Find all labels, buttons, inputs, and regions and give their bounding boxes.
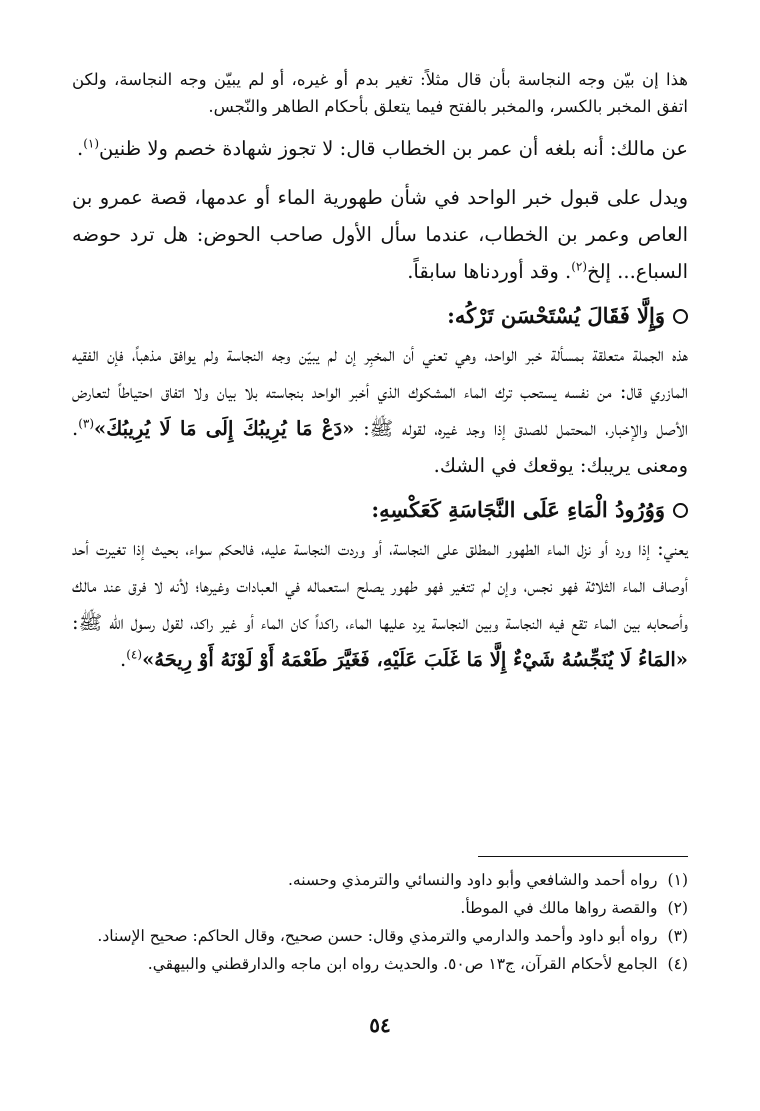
paragraph-water-ruling-end: . — [120, 648, 127, 671]
footnotes — [72, 866, 688, 978]
paragraph-malik-end: . — [77, 137, 84, 160]
page-number: ٥٤ — [369, 1013, 391, 1037]
section-heading-1 — [72, 296, 688, 336]
section-heading-1-text: وَإِلَّا فَقَالَ يُسْتَحْسَن تَرْكُه: — [447, 303, 665, 328]
footnote-text: رواه أبو داود وأحمد والدارمي والترمذي وقال: حسن صحيح، وقال الحاكم: صحيح الإسناد. — [97, 927, 658, 945]
paragraph-explanation-end: . ومعنى يريبك: يوقعك في الشك. — [72, 417, 688, 477]
paragraph-explanation-text: هذه الجملة متعلقة بمسألة خبر الواحد، وهي تعني أن المخبِر إن لم يبيّن وجه النجاسة ولم يوافق مذهباً، فإن الفقيه المازري قال: من نفسه يستحب ترك الماء المشكوك الذي أخبر الواحد بنجاسته بلا بيان ولا اتفاق احتياطاً لتعارض الأصل والإخبار، المحتمل للصدق إذا وجد غيره، لقوله ﷺ: — [72, 343, 688, 440]
hadith-quote-1: «دَعْ مَا يُرِيبُكَ إِلَى مَا لَا يُرِيبُكَ» — [94, 417, 355, 440]
circle-bullet-icon — [673, 309, 688, 324]
footnote-number: (٤) — [667, 955, 688, 973]
section-heading-2 — [72, 490, 688, 530]
footnote-item — [72, 950, 688, 978]
paragraph-water-ruling-text: يعني: إذا ورد أو نزل الماء الطهور المطلق على النجاسة، أو وردت النجاسة عليه، فالحكم سواء، بحيث إذا تغيرت أحد أوصاف الماء الثلاثة فهو نجس، وإن لم تتغير فهو طهور يصلح استعماله في العبادات وغيرها؛ لأنه لا فرق عند مالك وأصحابه بين الماء تقع فيه النجاسة وبين النجاسة يرد عليها الماء، راكداً كان الماء أو غير راكد، لقول رسول الله ﷺ: — [72, 537, 688, 634]
footnote-item — [72, 866, 688, 894]
footnote-text: رواه أحمد والشافعي وأبو داود والنسائي والترمذي وحسنه. — [287, 871, 658, 889]
footnote-number: (٣) — [667, 927, 688, 945]
footnote-item — [72, 922, 688, 950]
paragraph-single-report-end: . وقد أوردناها سابقاً. — [407, 260, 572, 283]
section-heading-2-text: وَوُرُودُ الْمَاءِ عَلَى النَّجَاسَةِ كَعَكْسِهِ: — [371, 497, 665, 522]
footnote-item — [72, 894, 688, 922]
footnote-ref-2[interactable]: (٢) — [571, 259, 588, 274]
footnote-number: (١) — [667, 871, 688, 889]
paragraph-water-ruling — [72, 530, 688, 678]
footnote-text: الجامع لأحكام القرآن، ج١٣ ص٥٠. والحديث رواه ابن ماجه والدارقطني والبيهقي. — [147, 955, 658, 973]
footnote-text: والقصة رواها مالك في الموطأ. — [460, 899, 658, 917]
paragraph-malik-text: عن مالك: أنه بلغه أن عمر بن الخطاب قال: لا تجوز شهادة خصم ولا ظنين — [99, 137, 688, 160]
footnote-number: (٢) — [667, 899, 688, 917]
paragraph-intro: هذا إن بيّن وجه النجاسة بأن قال مثلاً: تغير بدم أو غيره، أو لم يبيّن وجه النجاسة، ولكن اتفق المخبر بالكسر، والمخبر بالفتح فيما يتعلق بأحكام الطاهر والنّجس. — [72, 70, 688, 116]
footnote-ref-1[interactable]: (١) — [83, 136, 100, 151]
main-text — [72, 66, 688, 678]
circle-bullet-icon — [673, 503, 688, 518]
footnote-divider — [478, 856, 688, 857]
paragraph-single-report-text: ويدل على قبول خبر الواحد في شأن طهورية الماء أو عدمها، قصة عمرو بن العاص وعمر بن الخطاب، عندما سأل الأول صاحب الحوض: هل ترد حوضه السباع... إلخ — [72, 186, 688, 283]
paragraph-malik — [72, 130, 688, 167]
paragraph-explanation — [72, 336, 688, 484]
footnote-ref-4[interactable]: (٤) — [126, 647, 143, 662]
paragraph-single-report — [72, 179, 688, 290]
footnote-ref-3[interactable]: (٣) — [78, 416, 95, 431]
hadith-quote-2: «المَاءُ لَا يُنَجِّسُهُ شَيْءٌ إِلَّا مَا غَلَبَ عَلَيْهِ، فَغَيَّرَ طَعْمَهُ أَوْ لَوْنَهُ أَوْ رِيحَهُ» — [142, 648, 688, 671]
